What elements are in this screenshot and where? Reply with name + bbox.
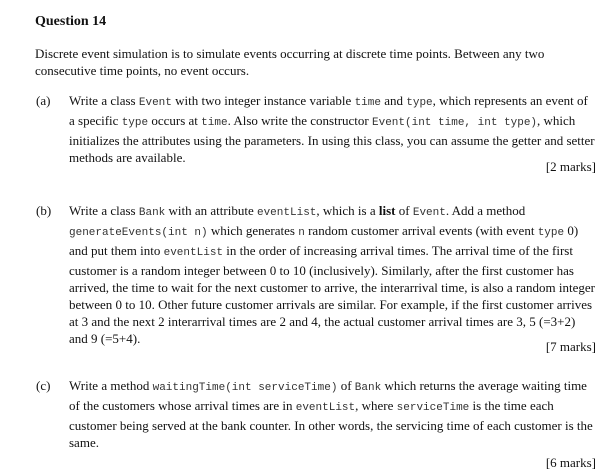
text-segment: Write a method — [69, 378, 153, 393]
code-bank-class: Bank — [138, 207, 166, 219]
part-a-label: (a) — [36, 93, 51, 108]
text-segment: of — [337, 378, 355, 393]
part-c-text — [69, 377, 596, 451]
text-segment: , which initializes the attributes using the parameters. In using this class, you can assume the getter and setter methods are available. — [69, 113, 595, 165]
part-c-marks: [6 marks] — [545, 455, 596, 470]
text-segment: Write a class — [69, 203, 139, 218]
text-segment: occurs at — [148, 113, 202, 128]
code-event-class: Event — [138, 97, 172, 109]
code-eventlist: eventList — [163, 247, 224, 259]
part-b-text — [69, 202, 596, 347]
question-intro: Discrete event simulation is to simulate events occurring at discrete time points. Between any two consecutive time points, no event occurs. — [35, 46, 545, 78]
part-b-label: (b) — [36, 203, 52, 218]
text-segment: Write a class — [69, 93, 139, 108]
text-segment: random customer arrival events (with event — [304, 223, 538, 238]
part-a-text — [69, 92, 596, 166]
part-a-marks: [2 marks] — [545, 159, 596, 174]
text-segment: which returns the average waiting time of the customers whose arrival times are in — [69, 378, 587, 413]
text-segment: 0) and put them into — [69, 223, 579, 258]
text-segment: with two integer instance variable — [171, 93, 355, 108]
code-waiting-time: waitingTime(int serviceTime) — [152, 382, 338, 394]
text-segment: , which is a — [316, 203, 379, 218]
code-time-var: time — [201, 117, 228, 129]
text-segment: . Add a method — [445, 203, 526, 218]
text-segment: , where — [355, 398, 397, 413]
code-bank-class: Bank — [354, 382, 382, 394]
bold-list: list — [378, 203, 396, 218]
text-segment: and — [380, 93, 407, 108]
text-segment: . Also write the constructor — [227, 113, 372, 128]
text-segment: of — [395, 203, 413, 218]
question-title: Question 14 — [35, 14, 107, 29]
part-c-label: (c) — [36, 378, 51, 393]
part-b-marks: [7 marks] — [545, 339, 596, 354]
code-event-class: Event — [412, 207, 446, 219]
code-service-time: serviceTime — [396, 402, 470, 414]
code-eventlist: eventList — [256, 207, 317, 219]
code-time-var: time — [354, 97, 381, 109]
code-n-param: n — [298, 227, 305, 239]
code-type-var: type — [121, 117, 149, 129]
code-eventlist: eventList — [295, 402, 356, 414]
code-type-var: type — [537, 227, 565, 239]
text-segment: , which represents an event of a specific — [69, 93, 588, 128]
text-segment: is the time each customer being served at the bank counter. In other words, the servicing time of each customer is the same. — [69, 398, 593, 450]
code-type-var: type — [406, 97, 433, 109]
text-segment: with an attribute — [165, 203, 257, 218]
text-segment: which generates — [207, 223, 299, 238]
code-event-constructor: Event(int time, int type) — [372, 117, 538, 129]
code-generate-events: generateEvents(int n) — [69, 227, 208, 239]
text-segment: in the order of increasing arrival times. The arrival time of the first customer is a random integer between 0 to 10 (inclusively). Similarly, after the first customer has arrived, the time to wait for the next customer to arrive, the interarrival time, is also a random integer between 0 to 10. Other future customer arrivals are similar. For example, if the first customer arrives at 3 and the next 2 interarrival times are 2 and 4, the actual customer arrival times are 3, 5 (=3+2) and 9 (=5+4). — [69, 243, 595, 346]
